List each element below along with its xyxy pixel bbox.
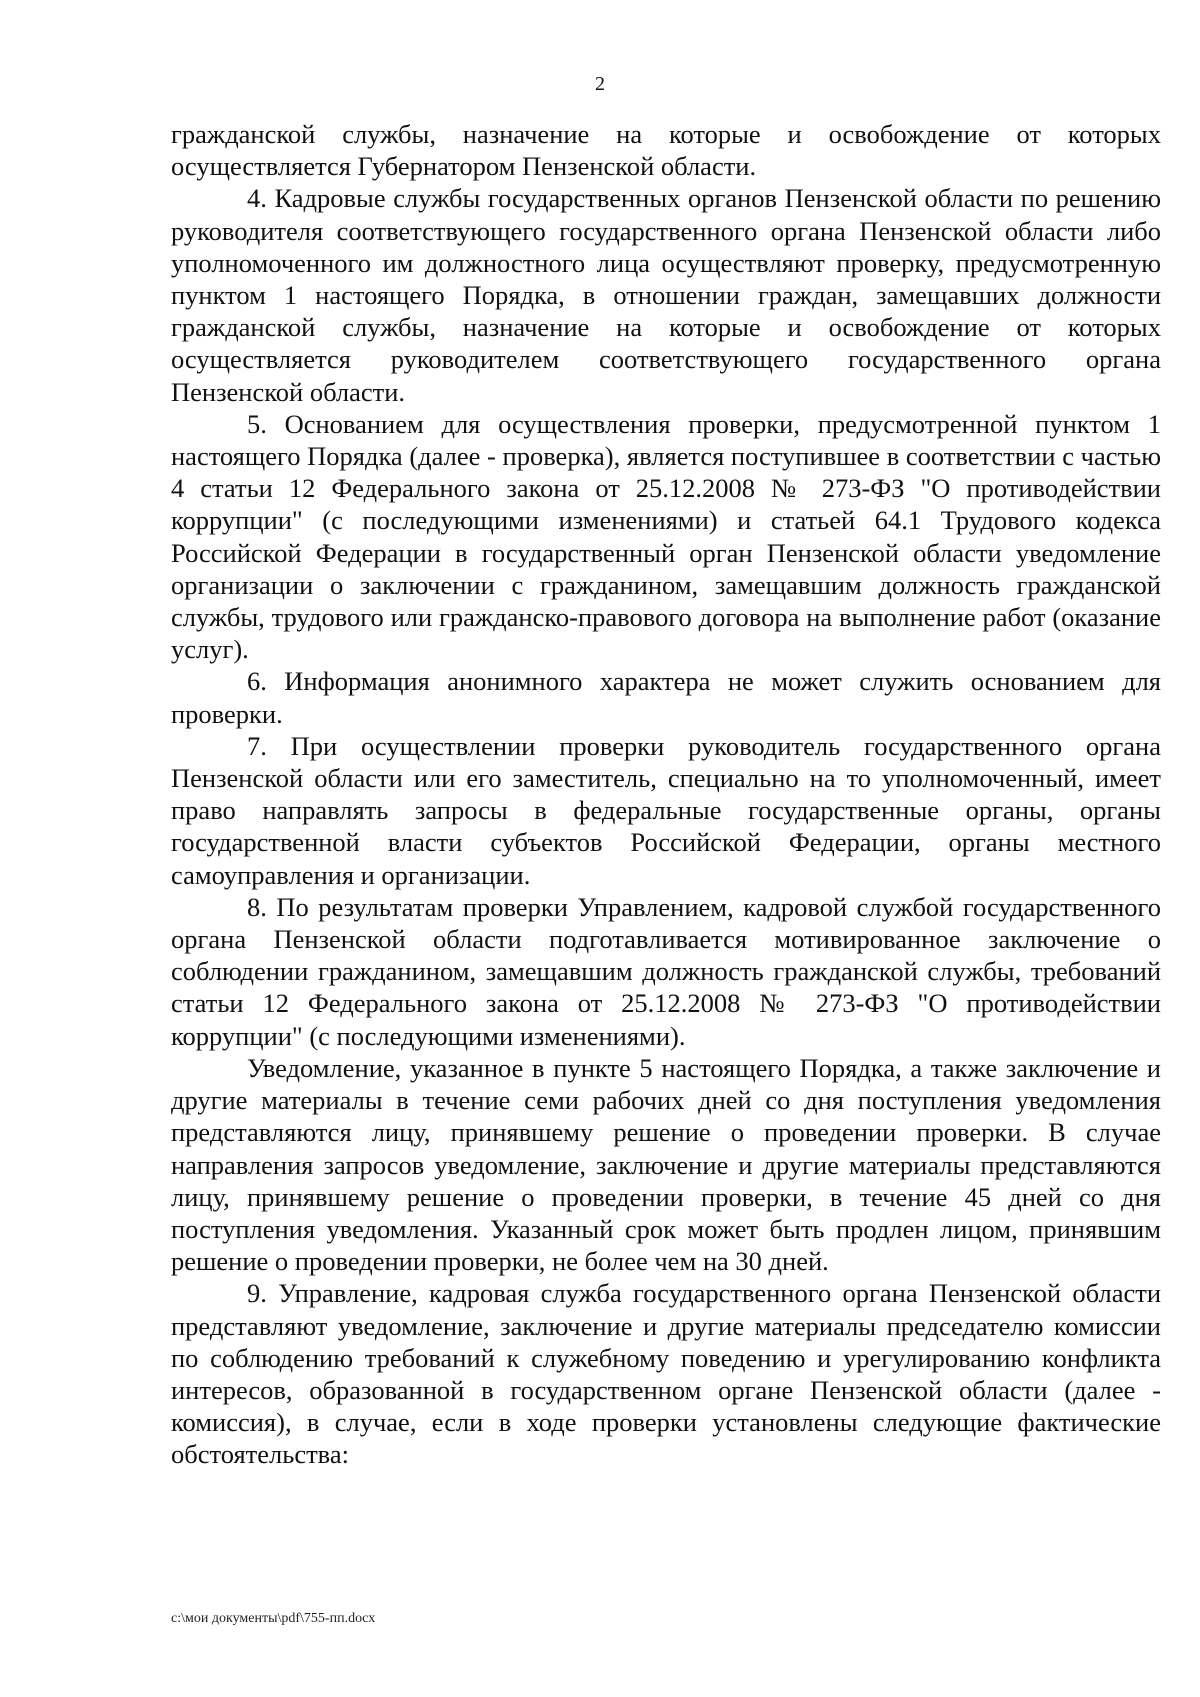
paragraph-item-8: 8. По результатам проверки Управлением, кадровой службой государственного органа Пензенской области подготавливается мотивированное заключение о соблюдении гражданином, замещавшим должность гражданской службы, требований статьи 12 Федерального закона от 25.12.2008 № 273-ФЗ "О противодействии коррупции" (с последующими изменениями). [171,891,1161,1051]
page-number: 2 [595,73,605,95]
paragraph-item-6: 6. Информация анонимного характера не может служить основанием для проверки. [171,666,1161,729]
paragraph-item-7: 7. При осуществлении проверки руководитель государственного органа Пензенской области или его заместитель, специально на то уполномоченный, имеет право направлять запросы в федеральные государственные органы, органы государственной власти субъектов Российской Федерации, органы местного самоуправления и организации. [171,730,1161,890]
paragraph-item-4: 4. Кадровые службы государственных органов Пензенской области по решению руководителя соответствующего государственного органа Пензенской области либо уполномоченного им должностного лица осуществляют проверку, предусмотренную пунктом 1 настоящего Порядка, в отношении граждан, замещавших должности гражданской службы, назначение на которые и освобождение от которых осуществляется руководителем соответствующего государственного органа Пензенской области. [171,183,1161,407]
document-body [171,118,1161,1471]
paragraph-item-9: 9. Управление, кадровая служба государственного органа Пензенской области представляют уведомление, заключение и другие материалы председателю комиссии по соблюдению требований к служебному поведению и урегулированию конфликта интересов, образованной в государственном органе Пензенской области (далее - комиссия), в случае, если в ходе проверки установлены следующие фактические обстоятельства: [171,1278,1161,1470]
paragraph-continuation: гражданской службы, назначение на которые и освобождение от которых осуществляется Губернатором Пензенской области. [171,119,1161,182]
footer-file-path: c:\мои документы\pdf\755-пп.docx [171,1611,376,1626]
paragraph-item-5: 5. Основанием для осуществления проверки, предусмотренной пунктом 1 настоящего Порядка (далее - проверка), является поступившее в соответствии с частью 4 статьи 12 Федерального закона от 25.12.2008 № 273-ФЗ "О противодействии коррупции" (с последующими изменениями) и статьей 64.1 Трудового кодекса Российской Федерации в государственный орган Пензенской области уведомление организации о заключении с гражданином, замещавшим должность гражданской службы, трудового или гражданско-правового договора на выполнение работ (оказание услуг). [171,408,1161,665]
paragraph-item-8-notice: Уведомление, указанное в пункте 5 настоящего Порядка, а также заключение и другие материалы в течение семи рабочих дней со дня поступления уведомления представляются лицу, принявшему решение о проведении проверки. В случае направления запросов уведомление, заключение и другие материалы представляются лицу, принявшему решение о проведении проверки, в течение 45 дней со дня поступления уведомления. Указанный срок может быть продлен лицом, принявшим решение о проведении проверки, не более чем на 30 дней. [171,1052,1161,1277]
